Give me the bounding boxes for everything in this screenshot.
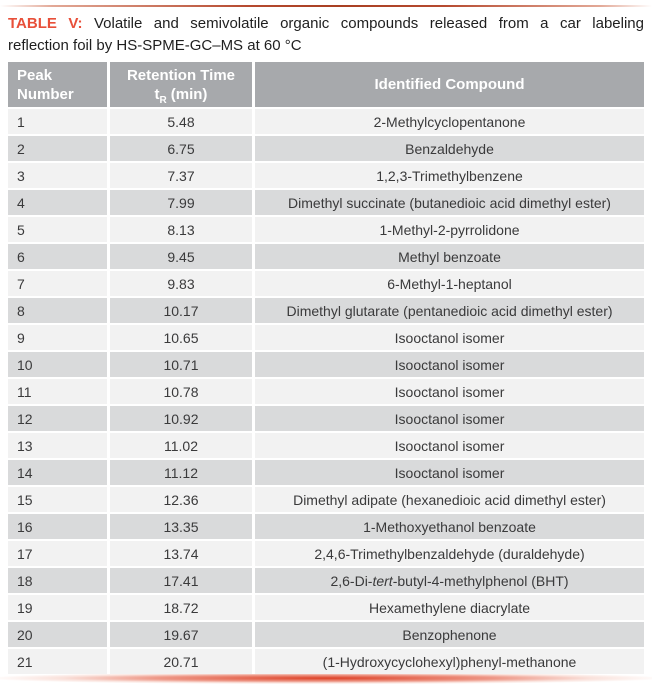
compound-cell: 2-Methylcyclopentanone: [255, 109, 644, 134]
compound-cell: Dimethyl succinate (butanedioic acid dimethyl ester): [255, 190, 644, 215]
retention-time-cell: 7.99: [110, 190, 252, 215]
peak-number-cell: 5: [8, 217, 107, 242]
table-row: [8, 271, 644, 296]
table-row: [8, 217, 644, 242]
caption-text-1: Volatile and semivolatile organic compounds released from a car labeling: [93, 15, 644, 32]
retention-time-cell: 19.67: [110, 622, 252, 647]
compound-cell: 1-Methoxyethanol benzoate: [255, 514, 644, 539]
table-row: [8, 109, 644, 134]
table-row: [8, 622, 644, 647]
peak-number-cell: 9: [8, 325, 107, 350]
peak-number-cell: 3: [8, 163, 107, 188]
retention-time-cell: 10.71: [110, 352, 252, 377]
tr-units: (min): [170, 85, 208, 103]
compound-cell: Dimethyl adipate (hexanedioic acid dimethyl ester): [255, 487, 644, 512]
compound-cell: 6-Methyl-1-heptanol: [255, 271, 644, 296]
table-row: [8, 298, 644, 323]
retention-time-cell: 17.41: [110, 568, 252, 593]
table-row: [8, 379, 644, 404]
table-header-row: [8, 62, 644, 107]
table-row: [8, 514, 644, 539]
retention-time-cell: 11.12: [110, 460, 252, 485]
retention-time-cell: 7.37: [110, 163, 252, 188]
compound-cell: 1-Methyl-2-pyrrolidone: [255, 217, 644, 242]
compound-cell: 2,4,6-Trimethylbenzaldehyde (duraldehyde): [255, 541, 644, 566]
compound-cell: Isooctanol isomer: [255, 406, 644, 431]
table-row: [8, 541, 644, 566]
table-row: [8, 460, 644, 485]
compound-cell: Benzaldehyde: [255, 136, 644, 161]
header-peak-number: Peak Number: [8, 62, 107, 107]
compound-cell: Isooctanol isomer: [255, 352, 644, 377]
header-retention-time-line1: Retention Time: [126, 66, 236, 84]
table-row: [8, 136, 644, 161]
retention-time-cell: 13.35: [110, 514, 252, 539]
table-row: [8, 568, 644, 593]
peak-number-cell: 6: [8, 244, 107, 269]
peak-number-cell: 16: [8, 514, 107, 539]
compound-cell: Benzophenone: [255, 622, 644, 647]
peak-number-cell: 15: [8, 487, 107, 512]
table-row: [8, 190, 644, 215]
peak-number-cell: 8: [8, 298, 107, 323]
peak-number-cell: 1: [8, 109, 107, 134]
compound-cell: Dimethyl glutarate (pentanedioic acid dimethyl ester): [255, 298, 644, 323]
peak-number-cell: 20: [8, 622, 107, 647]
peak-number-cell: 13: [8, 433, 107, 458]
table-row: [8, 595, 644, 620]
retention-time-cell: 8.13: [110, 217, 252, 242]
table-row: [8, 244, 644, 269]
compound-cell: (1-Hydroxycyclohexyl)phenyl-methanone: [255, 649, 644, 674]
table-row: [8, 487, 644, 512]
compound-cell: 2,6-Di- tert -butyl-4-methylphenol (BHT): [255, 568, 644, 593]
compound-cell: Methyl benzoate: [255, 244, 644, 269]
peak-number-cell: 2: [8, 136, 107, 161]
retention-time-cell: 18.72: [110, 595, 252, 620]
peak-number-cell: 21: [8, 649, 107, 674]
retention-time-cell: 9.83: [110, 271, 252, 296]
retention-time-cell: 10.17: [110, 298, 252, 323]
header-retention-time: [110, 62, 252, 107]
table-body: [8, 109, 644, 674]
table-row: [8, 325, 644, 350]
peak-number-cell: 11: [8, 379, 107, 404]
retention-time-cell: 11.02: [110, 433, 252, 458]
retention-time-cell: 10.65: [110, 325, 252, 350]
peak-number-cell: 12: [8, 406, 107, 431]
retention-time-cell: 6.75: [110, 136, 252, 161]
table-row: [8, 163, 644, 188]
compound-cell: Isooctanol isomer: [255, 460, 644, 485]
retention-time-cell: 10.78: [110, 379, 252, 404]
table-row: [8, 433, 644, 458]
top-accent-rule: [0, 5, 652, 7]
caption-line-2: reflection foil by HS-SPME-GC–MS at 60 °C: [8, 37, 302, 54]
compound-cell: 1,2,3-Trimethylbenzene: [255, 163, 644, 188]
header-identified-compound: Identified Compound: [255, 62, 644, 107]
compound-cell: Isooctanol isomer: [255, 433, 644, 458]
retention-time-cell: 20.71: [110, 649, 252, 674]
caption-line-1: [8, 13, 644, 35]
peak-number-cell: 4: [8, 190, 107, 215]
peak-number-cell: 18: [8, 568, 107, 593]
compound-cell: Hexamethylene diacrylate: [255, 595, 644, 620]
peak-number-cell: 10: [8, 352, 107, 377]
peak-number-cell: 7: [8, 271, 107, 296]
peak-number-cell: 14: [8, 460, 107, 485]
bottom-accent-glow: [0, 674, 652, 685]
tr-symbol: t: [154, 85, 160, 103]
table-caption: [8, 13, 644, 57]
header-retention-time-line2: [127, 85, 235, 104]
retention-time-cell: 5.48: [110, 109, 252, 134]
retention-time-cell: 13.74: [110, 541, 252, 566]
compound-cell: Isooctanol isomer: [255, 379, 644, 404]
retention-time-cell: 10.92: [110, 406, 252, 431]
table-number-label: TABLE V:: [8, 15, 83, 32]
retention-time-cell: 12.36: [110, 487, 252, 512]
retention-time-cell: 9.45: [110, 244, 252, 269]
table-row: [8, 406, 644, 431]
compound-cell: Isooctanol isomer: [255, 325, 644, 350]
peak-number-cell: 19: [8, 595, 107, 620]
peak-number-cell: 17: [8, 541, 107, 566]
table-row: [8, 352, 644, 377]
table-row: [8, 649, 644, 674]
compounds-table: [8, 62, 644, 676]
tr-subscript: R: [159, 94, 167, 106]
